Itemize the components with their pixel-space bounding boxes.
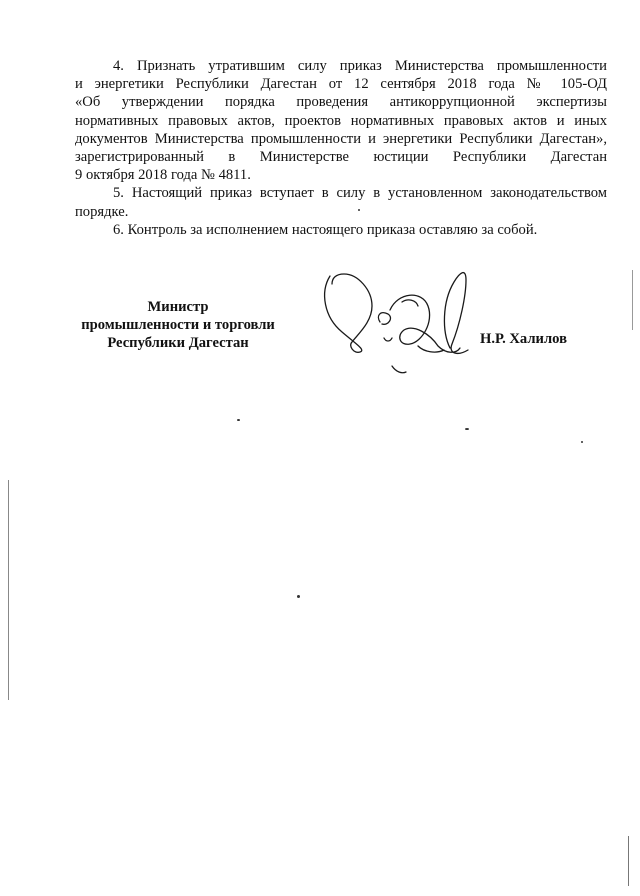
position-line-1: Министр <box>147 299 209 315</box>
paragraph-4-line-5: документов Министерства промышленности и энергетики Республики Дагестан», <box>75 130 607 147</box>
paragraph-4-line-4: нормативных правовых актов, проектов нормативных правовых актов и иных <box>75 112 607 129</box>
document-body <box>75 57 607 239</box>
scan-edge-line <box>632 270 633 330</box>
scan-speck <box>358 209 360 211</box>
scan-speck <box>581 441 583 443</box>
paragraph-6-line-1: 6. Контроль за исполнением настоящего приказа оставляю за собой. <box>113 221 538 238</box>
paragraph-5-line-2: порядке. <box>75 203 129 220</box>
position-line-3: Республики Дагестан <box>107 335 249 352</box>
signatory-position <box>78 298 278 353</box>
paragraph-4-line-6: зарегистрированный в Министерстве юстиции Республики Дагестан <box>75 149 607 166</box>
paragraph-4-line-2: и энергетики Республики Дагестан от 12 сентября 2018 года № 105-ОД <box>75 76 607 93</box>
scan-edge-line <box>8 480 9 700</box>
position-line-2: промышленности и торговли <box>81 317 275 334</box>
scan-speck <box>465 428 469 430</box>
paragraph-6 <box>75 221 607 239</box>
scan-edge-line <box>628 836 629 886</box>
paragraph-4-line-7: 9 октября 2018 года № 4811. <box>75 167 251 184</box>
scan-speck <box>237 419 240 421</box>
scan-speck <box>297 595 300 598</box>
paragraph-5 <box>75 184 607 220</box>
paragraph-4 <box>75 57 607 184</box>
paragraph-4-line-3: «Об утверждении порядка проведения антикоррупционной экспертизы <box>75 94 607 111</box>
paragraph-5-line-1: 5. Настоящий приказ вступает в силу в установленном законодательством <box>113 185 607 202</box>
paragraph-4-line-1: 4. Признать утратившим силу приказ Министерства промышленности <box>113 58 607 74</box>
signer-name: Н.Р. Халилов <box>480 331 567 347</box>
handwritten-signature <box>318 262 488 382</box>
